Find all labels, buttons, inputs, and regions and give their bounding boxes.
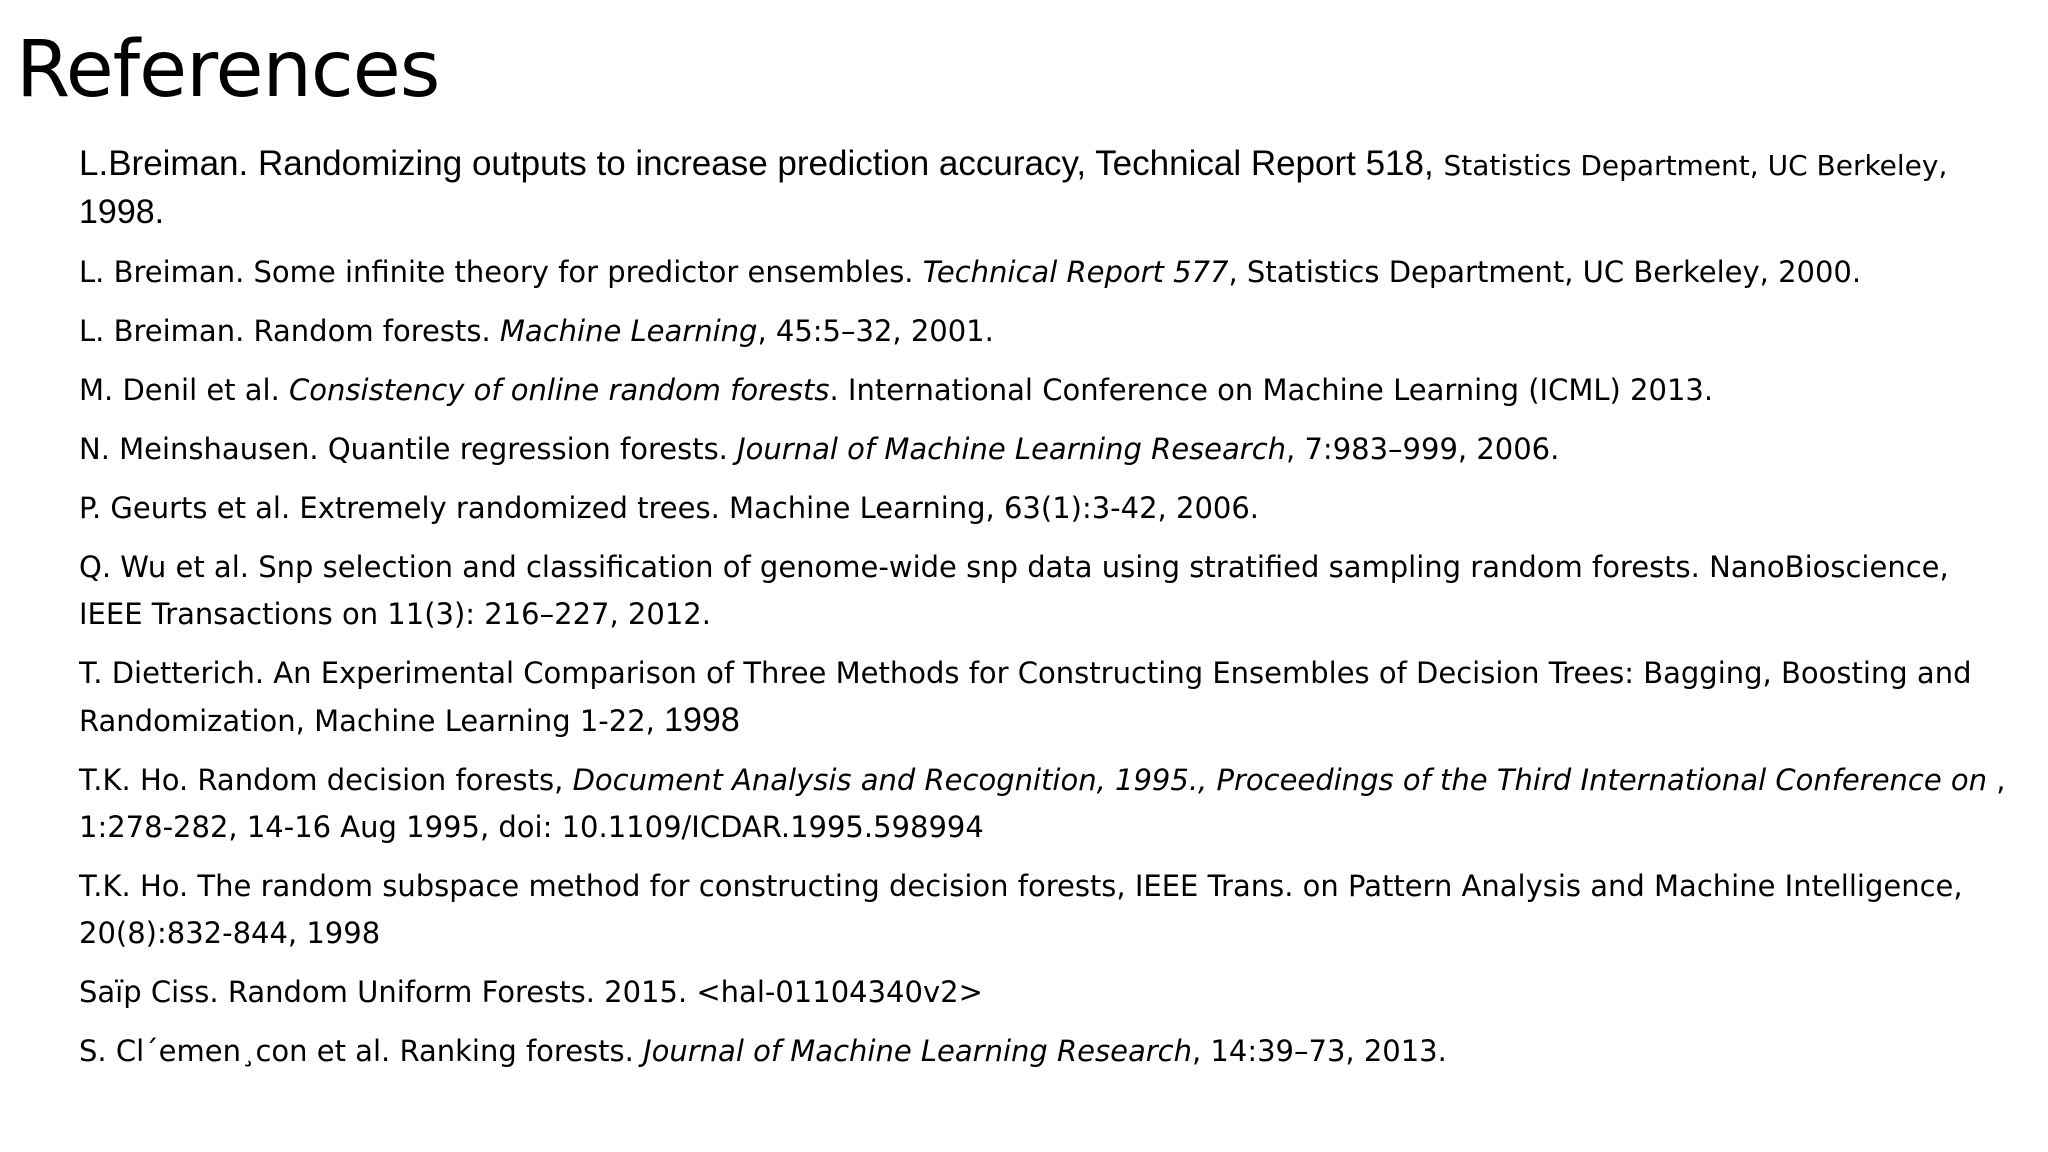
reference-text: L. Breiman. Random forests.	[79, 314, 500, 348]
reference-text: P. Geurts et al. Extremely randomized trees. Machine Learning, 63(1):3-42, 2006.	[79, 491, 1260, 525]
reference-text: T.K. Ho. The random subspace method for constructing decision forests, IEEE Trans. on Pattern Analysis and Machine Intelligence, 20(8):832-844, 1998	[79, 869, 1963, 950]
reference-year: 1998.	[79, 193, 165, 231]
reference-text: Q. Wu et al. Snp selection and classification of genome-wide snp data using stratified sampling random forests. NanoBioscience, IEEE Transactions on 11(3): 216–227, 2012.	[79, 550, 1949, 631]
reference-item	[79, 544, 2009, 638]
reference-text: , Statistics Department, UC Berkeley, 2000.	[1228, 255, 1862, 289]
reference-text: Saïp Ciss. Random Uniform Forests. 2015. <hal-01104340v2>	[79, 975, 983, 1009]
reference-text: T.K. Ho. Random decision forests,	[79, 763, 573, 797]
reference-source: Consistency of online random forests	[289, 373, 830, 407]
reference-item	[79, 367, 2009, 414]
reference-item	[79, 249, 2009, 296]
reference-item	[79, 969, 2009, 1016]
reference-text: N. Meinshausen. Quantile regression forests.	[79, 432, 738, 466]
reference-source: Document Analysis and Recognition, 1995., Proceedings of the Third International Conference on	[572, 763, 1997, 797]
reference-source: Journal of Machine Learning Research	[643, 1034, 1192, 1068]
reference-text: . International Conference on Machine Learning (ICML) 2013.	[829, 373, 1714, 407]
reference-text: L. Breiman. Some infinite theory for predictor ensembles.	[79, 255, 923, 289]
reference-item	[79, 426, 2009, 473]
reference-item	[79, 863, 2009, 957]
reference-item	[79, 140, 2009, 237]
reference-text: , 14:39–73, 2013.	[1191, 1034, 1447, 1068]
reference-text: M. Denil et al.	[79, 373, 290, 407]
reference-text: T. Dietterich. An Experimental Comparison of Three Methods for Constructing Ensembles of Decision Trees: Bagging, Boosting and Randomization, Machine Learning 1-22,	[79, 656, 1972, 738]
reference-text: , 7:983–999, 2006.	[1286, 432, 1560, 466]
reference-item	[79, 650, 2009, 745]
reference-item	[79, 485, 2009, 532]
reference-text: S. Cl´emen¸con et al. Ranking forests.	[79, 1034, 644, 1068]
reference-item	[79, 1028, 2009, 1075]
reference-text: Statistics Department, UC Berkeley,	[1443, 149, 1948, 182]
slide-title: References	[16, 25, 440, 115]
reference-item	[79, 308, 2009, 355]
reference-year: 1998	[664, 701, 740, 739]
reference-list	[79, 140, 2009, 1087]
reference-item	[79, 757, 2009, 851]
reference-source: Machine Learning	[499, 314, 758, 348]
reference-source: Technical Report 577	[922, 255, 1229, 289]
reference-text: , 1:278-282, 14-16 Aug 1995, doi: 10.1109/ICDAR.1995.598994	[79, 763, 2006, 844]
reference-source: Journal of Machine Learning Research	[737, 432, 1287, 466]
reference-text: L.Breiman. Randomizing outputs to increase prediction accuracy, Technical Report 518,	[79, 144, 1444, 183]
reference-text: , 45:5–32, 2001.	[757, 314, 994, 348]
